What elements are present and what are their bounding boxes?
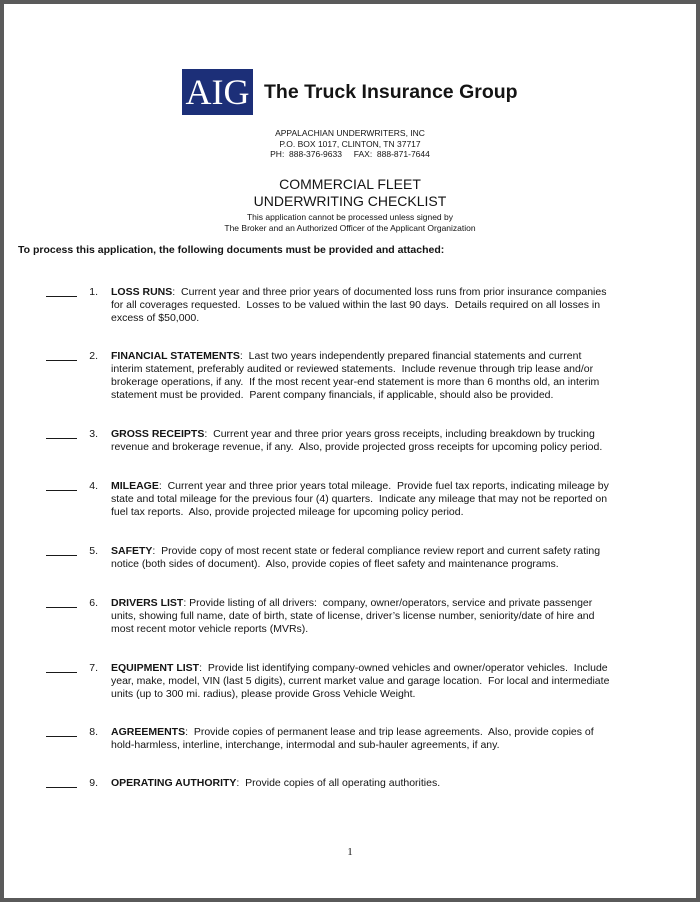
item-number: 9.: [89, 777, 98, 789]
item-heading: LOSS RUNS: [111, 286, 173, 298]
item-text-line: [111, 662, 649, 675]
company-name: The Truck Insurance Group: [264, 80, 518, 103]
item-text-line: units (up to 300 mi. radius), please provide Gross Vehicle Weight.: [111, 688, 416, 700]
letterhead: [182, 69, 518, 115]
item-number: 1.: [89, 286, 98, 298]
item-text: [111, 777, 649, 790]
item-text-line: [111, 597, 649, 610]
check-blank-line: [46, 787, 77, 788]
item-description: : Provide copies of permanent lease and trip lease agreements. Also, provide copies of: [185, 726, 594, 738]
item-text-line: [111, 777, 649, 790]
item-heading: MILEAGE: [111, 480, 159, 492]
title-line-1: COMMERCIAL FLEET: [279, 176, 421, 192]
title-line-2: UNDERWRITING CHECKLIST: [253, 193, 447, 209]
check-blank-line: [46, 736, 77, 737]
item-text: [111, 428, 649, 454]
item-text-line: fuel tax reports. Also, provide projected mileage for upcoming policy period.: [111, 506, 464, 518]
item-text: [111, 545, 649, 571]
address-line-phone-fax: PH: 888-376-9633 FAX: 888-871-7644: [270, 149, 430, 159]
item-heading: SAFETY: [111, 545, 153, 557]
instructions-heading: To process this application, the following documents must be provided and attached:: [18, 244, 445, 256]
item-heading: DRIVERS LIST: [111, 597, 184, 609]
item-description: : Last two years independently prepared financial statements and current: [239, 350, 582, 362]
item-heading: GROSS RECEIPTS: [111, 428, 205, 440]
item-description: : Provide copies of all operating authorities.: [236, 777, 441, 789]
check-blank-line: [46, 438, 77, 439]
item-description: : Current year and three prior years gross receipts, including breakdown by trucking: [204, 428, 595, 440]
item-text: [111, 480, 649, 519]
check-blank-line: [46, 490, 77, 491]
item-text-line: [111, 545, 649, 558]
item-text-line: most recent motor vehicle reports (MVRs).: [111, 623, 309, 635]
item-text: [111, 286, 649, 325]
item-text: [111, 597, 649, 636]
item-text-line: interim statement, preferably audited or reviewed statements. Include revenue through trip lease and/or: [111, 363, 594, 375]
address-line-company: APPALACHIAN UNDERWRITERS, INC: [275, 128, 425, 138]
check-blank-line: [46, 296, 77, 297]
item-number: 7.: [89, 662, 98, 674]
note-line-2: The Broker and an Authorized Officer of the Applicant Organization: [224, 222, 476, 233]
item-number: 8.: [89, 726, 98, 738]
check-blank-line: [46, 555, 77, 556]
item-text-line: notice (both sides of document). Also, provide copies of fleet safety and maintenance programs.: [111, 558, 559, 570]
item-number: 4.: [89, 480, 98, 492]
item-description: : Provide copy of most recent state or federal compliance review report and current safety rating: [152, 545, 601, 557]
item-description: : Provide list identifying company-owned vehicles and owner/operator vehicles. Include: [199, 662, 608, 674]
item-heading: OPERATING AUTHORITY: [111, 777, 237, 789]
item-text-line: [111, 428, 649, 441]
check-blank-line: [46, 360, 77, 361]
item-description: : Current year and three prior years of documented loss runs from prior insurance companies: [172, 286, 607, 298]
item-text: [111, 662, 649, 701]
item-text-line: [111, 726, 649, 739]
address-line-po-box: P.O. BOX 1017, CLINTON, TN 37717: [279, 138, 421, 149]
item-text-line: for all coverages requested. Losses to be valued within the last 90 days. Details required on all losses in: [111, 299, 601, 311]
aig-logo: AIG: [182, 69, 253, 115]
item-number: 6.: [89, 597, 98, 609]
item-text-line: excess of $50,000.: [111, 312, 200, 324]
item-number: 3.: [89, 428, 98, 440]
address-block: [4, 128, 696, 160]
item-number: 2.: [89, 350, 98, 362]
item-text-line: units, showing full name, date of birth, state of license, driver’s license number, seniority/date of hire and: [111, 610, 595, 622]
signature-note: [4, 212, 696, 233]
item-text-line: statement must be provided. Parent company financials, if applicable, should also be provided.: [111, 389, 554, 401]
page-number: 1: [347, 846, 353, 858]
item-text-line: brokerage operations, if any. If the most recent year-end statement is more than 6 months old, an interim: [111, 376, 600, 388]
item-text: [111, 350, 649, 402]
check-blank-line: [46, 607, 77, 608]
item-text-line: revenue and brokerage revenue, if any. Also, provide projected gross receipts for upcoming policy period.: [111, 441, 603, 453]
item-text-line: [111, 350, 649, 363]
item-description: : Current year and three prior years total mileage. Provide fuel tax reports, indicating mileage by: [158, 480, 609, 492]
item-text-line: [111, 286, 649, 299]
item-text-line: hold-harmless, interline, interchange, intermodal and sub-hauler agreements, if any.: [111, 739, 500, 751]
document-title: [4, 176, 696, 210]
item-description: : Provide listing of all drivers: company, owner/operators, service and private passenger: [183, 597, 593, 609]
item-text-line: [111, 480, 649, 493]
item-text-line: year, make, model, VIN (last 5 digits), current market value and garage location. For local and intermediate: [111, 675, 610, 687]
check-blank-line: [46, 672, 77, 673]
item-text-line: state and total mileage for the previous four (4) quarters. Indicate any mileage that may not be reported on: [111, 493, 608, 505]
document-page: [4, 4, 696, 898]
item-text: [111, 726, 649, 752]
item-heading: AGREEMENTS: [111, 726, 186, 738]
item-heading: EQUIPMENT LIST: [111, 662, 200, 674]
item-number: 5.: [89, 545, 98, 557]
item-heading: FINANCIAL STATEMENTS: [111, 350, 240, 362]
note-line-1: This application cannot be processed unless signed by: [246, 212, 454, 222]
